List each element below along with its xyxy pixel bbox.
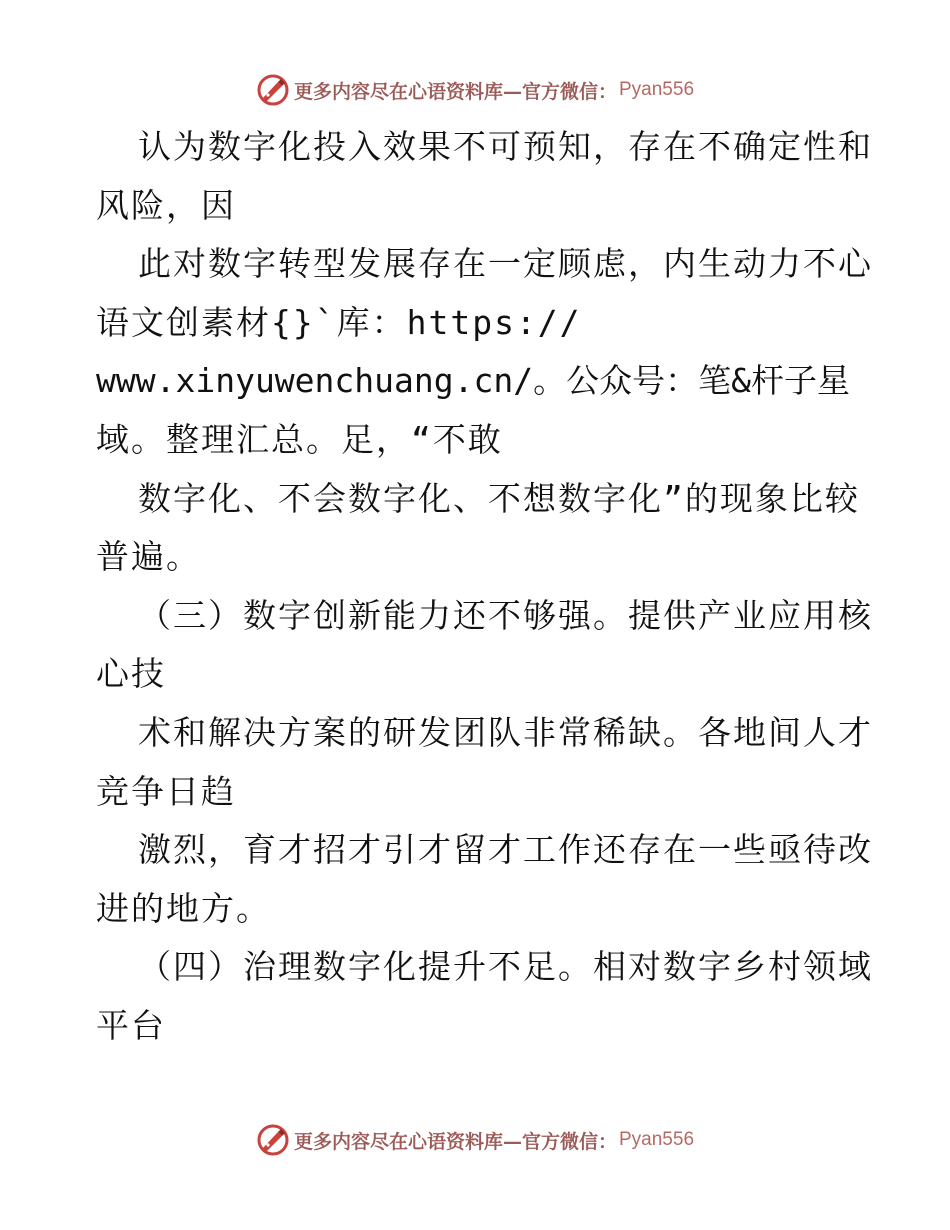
text-line: 语文创素材{}`库：https:// [96, 302, 582, 342]
text-line: 数字化、不会数字化、不想数字化”的现象比较 [138, 478, 860, 518]
text-line: 进的地方。 [96, 888, 271, 928]
header-text: 更多内容尽在心语资料库—官方微信： [293, 80, 617, 103]
text-line: 认为数字化投入效果不可预知，存在不确定性和 [138, 127, 873, 166]
text-line: 平台 [96, 1005, 166, 1045]
document-body [96, 118, 873, 1056]
footer-banner [0, 1120, 950, 1160]
text-line: 术和解决方案的研发团队非常稀缺。各地间人才 [138, 712, 873, 752]
text-line: 风险，因 [96, 185, 236, 225]
text-line: 竞争日趋 [96, 771, 236, 811]
pen-logo-icon [256, 73, 290, 107]
text-line: www.xinyuwenchuang.cn/。公众号：笔&杆子星 [96, 361, 850, 401]
text-line: （四）治理数字化提升不足。相对数字乡村领域 [138, 947, 873, 987]
footer-wechat-id: Pyan556 [619, 1129, 695, 1150]
text-line: 此对数字转型发展存在一定顾虑，内生动力不心 [138, 244, 873, 284]
header-banner [0, 70, 950, 110]
header-wechat-id: Pyan556 [619, 79, 695, 100]
text-line: （三）数字创新能力还不够强。提供产业应用核 [138, 595, 873, 635]
text-line: 普遍。 [96, 537, 201, 577]
text-line: 心技 [96, 654, 166, 694]
footer-text: 更多内容尽在心语资料库—官方微信： [293, 1130, 617, 1153]
text-line: 域。整理汇总。足，“不敢 [96, 419, 503, 459]
pen-logo-icon [256, 1123, 290, 1157]
text-line: 激烈，育才招才引才留才工作还存在一些亟待改 [138, 830, 873, 870]
